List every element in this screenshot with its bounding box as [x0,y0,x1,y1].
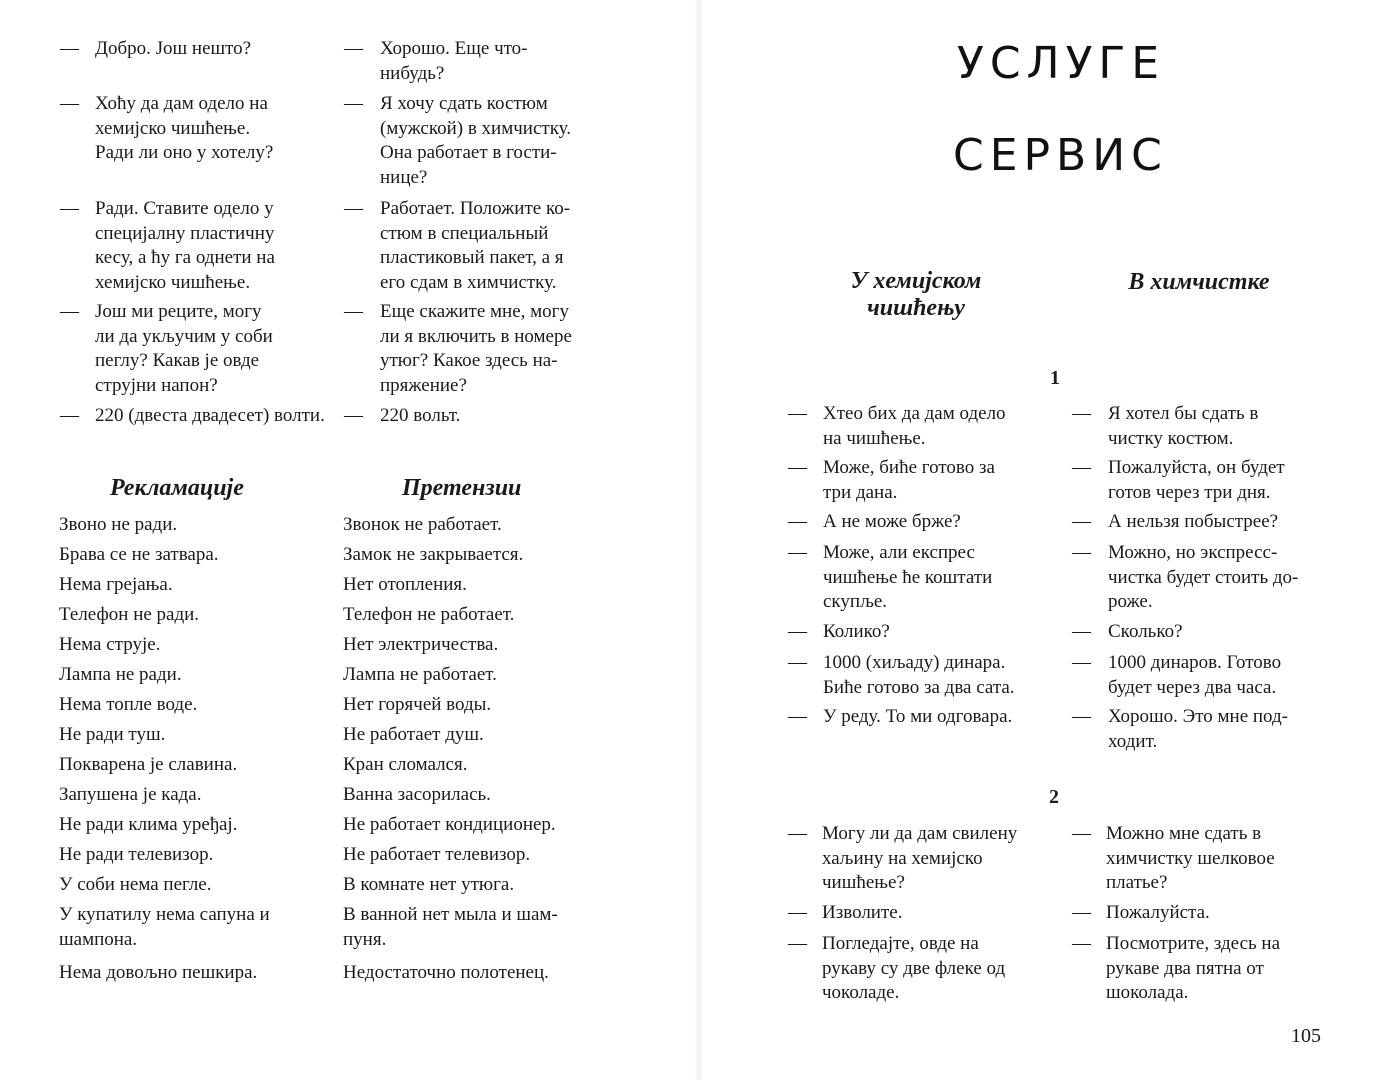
dialog-line-russian: платье? [1106,872,1168,893]
complaint-russian: Не работает кондиционер. [343,814,556,835]
dialog-dash: — [788,706,807,727]
dialog-line-serbian: Изволите. [822,902,903,923]
dialog-line-russian: Пожалуйста. [1106,902,1210,923]
dialog-line-serbian: струјни напон? [95,374,218,396]
title-serbian: УСЛУГЕ [957,38,1166,89]
complaint-russian: Ванна засорилась. [343,784,491,805]
dialog-number-2: 2 [1049,786,1059,808]
dialog-line-serbian: чишћење? [822,872,905,893]
complaint-russian: Лампа не работает. [343,664,497,685]
dialog-line-serbian: хаљину на хемијско [822,847,983,869]
dialog-line-russian: чистку костюм. [1108,427,1234,449]
dialog-line-serbian: ли да укључим у соби [95,325,273,347]
complaint-russian: Не работает душ. [343,724,484,745]
dialog-dash: — [344,198,363,219]
dialog-line-serbian: 220 (двеста двадесет) волти. [95,405,325,426]
dialog-line-serbian: Хоћу да дам одело на [95,93,268,114]
dialog-dash: — [1072,403,1091,424]
dialog-dash: — [344,38,363,59]
dialog-dash: — [788,457,807,478]
dialog-line-serbian: Може, али експрес [823,542,975,563]
dialog-line-russian: 220 вольт. [380,405,461,426]
dialog-line-russian: Она работает в гости- [380,142,557,163]
dialog-dash: — [1072,621,1091,642]
dialog-dash: — [1072,933,1091,954]
dialog-line-serbian: рукаву су две флеке од [822,957,1006,979]
complaint-serbian: Звоно не ради. [59,514,178,535]
complaint-serbian: Не ради клима уређај. [59,814,238,835]
dialog-line-russian: Пожалуйста, он будет [1108,457,1285,478]
complaint-serbian: Покварена је славина. [59,754,238,775]
complaint-serbian: Нема струје. [59,634,161,655]
dialog-dash: — [60,301,79,322]
dialog-dash: — [344,93,363,114]
dialog-line-serbian: Могу ли да дам свилену [822,823,1018,844]
dialog-dash: — [60,38,79,59]
dialog-line-russian: утюг? Какое здесь на- [380,350,558,371]
dialog-line-russian: Работает. Положите ко- [380,198,571,219]
dialog-line-serbian: Још ми реците, могу [95,301,262,322]
complaints-heading-russian: Претензии [402,475,522,501]
dialog-line-serbian: хемијско чишћење. [95,117,251,139]
dialog-dash: — [1072,652,1091,673]
complaint-serbian: Нема топле воде. [59,694,198,715]
complaint-russian: Не работает телевизор. [343,844,531,865]
dialog-line-russian: Можно мне сдать в [1106,823,1262,844]
dialog-line-russian: А нельзя побыстрее? [1108,511,1279,532]
dialog-dash: — [344,301,363,322]
dialog-line-serbian: Колико? [823,621,890,642]
complaint-serbian: У соби нема пегле. [59,874,212,895]
dialog-line-russian: Хорошо. Это мне под- [1108,706,1288,727]
dialog-dash: — [60,93,79,114]
complaint-serbian: Лампа не ради. [59,664,182,685]
complaint-serbian: Телефон не ради. [59,604,200,625]
dialog-line-serbian: на чишћење. [823,427,926,449]
dialog-line-russian: Я хотел бы сдать в [1108,403,1259,424]
complaint-russian: Кран сломался. [343,754,468,775]
dialog-dash: — [344,405,363,426]
dialog-dash: — [788,403,807,424]
dialog-line-serbian: три дана. [823,481,898,503]
dialog-line-russian: его сдам в химчистку. [380,271,557,293]
dialog-dash: — [1072,457,1091,478]
dialog-dash: — [1072,902,1091,923]
dialog-line-russian: химчистку шелковое [1106,847,1275,869]
dialog-line-russian: будет через два часа. [1108,676,1277,698]
dialog-line-serbian: Добро. Још нешто? [95,38,252,59]
dialog-dash: — [788,933,807,954]
dialog-line-russian: нице? [380,166,428,188]
dialog-line-serbian: А не може брже? [823,511,961,532]
dialog-line-serbian: чишћење ће коштати [823,566,993,588]
dialog-dash: — [1072,823,1091,844]
dialog-line-russian: (мужской) в химчистку. [380,117,572,139]
dialog-line-serbian: пеглу? Какав је овде [95,350,260,371]
dialog-line-russian: 1000 динаров. Готово [1108,652,1282,673]
dialog-line-serbian: Ради. Ставите одело у [95,198,274,219]
title-russian: СЕРВИС [953,130,1168,181]
dialog-dash: — [1072,706,1091,727]
dialog-line-serbian: Хтео бих да дам одело [823,403,1006,424]
complaint-russian: В комнате нет утюга. [343,874,515,895]
complaint-serbian: Не ради телевизор. [59,844,214,865]
dialog-line-serbian: хемијско чишћење. [95,271,251,293]
dialog-dash: — [60,405,79,426]
dialog-dash: — [60,198,79,219]
dialog-line-russian: Сколько? [1108,621,1183,642]
dialog-dash: — [1072,511,1091,532]
dialog-dash: — [788,621,807,642]
dialog-line-russian: стюм в специальный [380,222,549,244]
complaint-russian: пуня. [343,928,387,950]
complaint-russian: Нет электричества. [343,634,499,655]
complaint-russian: Нет отопления. [343,574,467,595]
dialog-line-russian: Посмотрите, здесь на [1106,933,1281,954]
dialog-dash: — [788,652,807,673]
dialog-dash: — [788,823,807,844]
page-number: 105 [1291,1025,1321,1047]
dialog-line-russian: пряжение? [380,374,467,396]
dialog-line-serbian: Биће готово за два сата. [823,676,1015,698]
dialog-line-russian: роже. [1108,591,1153,612]
dialog-line-russian: рукаве два пятна от [1106,957,1264,979]
dialog-line-russian: Можно, но экспресс- [1108,542,1278,563]
dialog-line-russian: нибудь? [380,62,445,84]
dialog-line-russian: Хорошо. Еще что- [380,38,528,59]
dialog-line-serbian: скупље. [823,591,888,612]
dialog-dash: — [788,902,807,923]
complaint-serbian: Нема довољно пешкира. [59,962,258,983]
dialog-line-serbian: 1000 (хиљаду) динара. [823,652,1006,673]
dialog-dash: — [1072,542,1091,563]
dialog-line-serbian: Погледајте, овде на [822,933,979,954]
dialog-line-russian: готов через три дня. [1108,481,1271,503]
dialog-dash: — [788,542,807,563]
complaint-russian: В ванной нет мыла и шам- [343,904,558,925]
dialog-line-serbian: кесу, а ћу га однети на [95,247,275,268]
complaint-russian: Нет горячей воды. [343,694,492,715]
dialog-line-serbian: чоколаде. [822,982,900,1003]
complaint-russian: Телефон не работает. [343,604,515,625]
dialog-line-russian: шоколада. [1106,982,1189,1003]
complaint-serbian: шампона. [59,928,138,950]
complaint-russian: Недостаточно полотенец. [343,962,549,983]
complaint-serbian: У купатилу нема сапуна и [59,904,270,925]
complaint-russian: Замок не закрывается. [343,544,524,565]
dialog-line-russian: ли я включить в номере [380,325,572,347]
complaints-heading-serbian: Рекламације [110,475,244,501]
section-heading-serbian: У хемијском чишћењу [850,268,982,321]
dialog-line-serbian: специјалну пластичну [95,222,275,244]
dialog-line-russian: ходит. [1108,730,1158,752]
complaint-serbian: Брава се не затвара. [59,544,219,565]
page-gutter [695,0,703,1080]
dialog-line-serbian: У реду. То ми одговара. [823,706,1013,727]
dialog-line-russian: Еще скажите мне, могу [380,301,569,322]
dialog-line-serbian: Може, биће готово за [823,457,995,478]
dialog-number-1: 1 [1050,367,1060,389]
dialog-line-russian: пластиковый пакет, а я [380,247,564,268]
complaint-serbian: Не ради туш. [59,724,166,745]
dialog-line-russian: чистка будет стоить до- [1108,566,1299,588]
dialog-dash: — [788,511,807,532]
dialog-line-russian: Я хочу сдать костюм [380,93,548,114]
complaint-serbian: Запушена је када. [59,784,202,805]
section-heading-russian: В химчистке [1128,269,1270,295]
complaint-serbian: Нема грејања. [59,574,173,595]
dialog-line-serbian: Ради ли оно у хотелу? [95,142,274,163]
complaint-russian: Звонок не работает. [343,514,502,535]
